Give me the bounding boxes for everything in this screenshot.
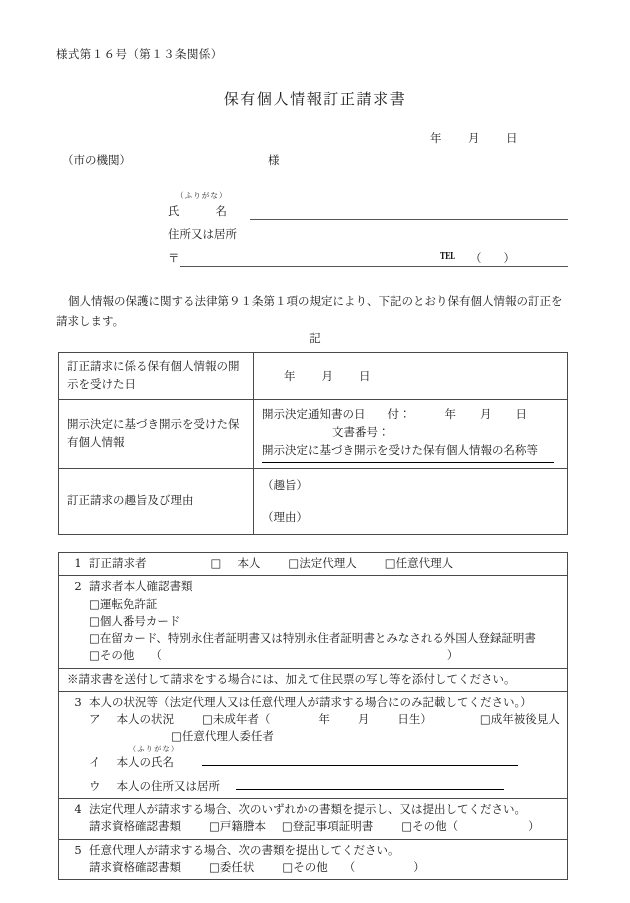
checkbox-family-register[interactable]: □ <box>209 819 220 834</box>
checkbox-residence-card[interactable]: □ <box>89 631 100 645</box>
checkbox-applicant-self[interactable]: □ <box>210 556 222 570</box>
birth-year-label: 年 <box>318 712 330 726</box>
row-label-disclosure-date: 訂正請求に係る保有個人情報の開示を受けた日 <box>59 353 254 400</box>
table-row <box>59 668 568 691</box>
notice-month-label: 月 <box>480 406 492 421</box>
document-number-line: 文書番号： <box>332 425 390 440</box>
sub-b-furigana-label: （ふりがな） <box>129 744 180 753</box>
minor-open-paren: （ <box>258 712 271 726</box>
info-name-line: 開示決定に基づき開示を受けた保有個人情報の名称等 <box>262 443 538 458</box>
notice-year-label: 年 <box>444 406 456 421</box>
item-2-note-cell <box>59 668 568 691</box>
notice-date-label: 開示決定通知書の日 <box>262 406 366 421</box>
address-label: 住所又は居所 <box>168 227 237 241</box>
item-1-title: 訂正請求者 <box>89 556 147 570</box>
sub-b-label: 本人の氏名 <box>116 754 174 769</box>
item-4-title: 法定代理人が請求する場合、次のいずれかの書類を提示し、又は提出してください。 <box>89 802 526 816</box>
item-2-option-2 <box>67 613 561 630</box>
checkbox-power-of-attorney[interactable]: □ <box>209 859 220 874</box>
recipient-organ-label: （市の機関） <box>62 153 131 167</box>
item-1-line <box>67 555 561 572</box>
option-registration-certificate: 登記事項証明書 <box>292 819 374 834</box>
table-row <box>59 691 568 798</box>
item-3-sub-b <box>67 754 561 771</box>
tel-close-paren: ） <box>503 251 537 265</box>
item-1-cell <box>59 553 568 576</box>
other-open-paren: （ <box>150 648 162 663</box>
checkbox-drivers-license[interactable]: □ <box>89 596 100 611</box>
option-item5-other: その他 <box>293 859 328 874</box>
name-label-char-1: 氏 <box>168 204 180 218</box>
sub-c-label: 本人の住所又は居所 <box>116 778 220 793</box>
item-5-doc-label: 請求資格確認書類 <box>89 859 181 874</box>
item-2-title: 請求者本人確認書類 <box>89 579 193 594</box>
checkbox-voluntary-delegator[interactable]: □ <box>171 729 182 744</box>
option-adult-ward: 成年被後見人 <box>490 712 560 726</box>
item-3-sub-a-option3 <box>67 728 561 745</box>
request-statement: 個人情報の保護に関する法律第９１条第１項の規定により、下記のとおり保有個人情報の訂正を請求します。 <box>56 294 563 329</box>
sub-a-label: 本人の状況 <box>116 712 174 726</box>
name-label-char-2: 名 <box>215 204 227 218</box>
option-residence-card: 在留カード、特別永住者証明書又は特別永住者証明書とみなされる外国人登録証明書 <box>99 631 536 645</box>
item-3-title: 本人の状況等（法定代理人又は任意代理人が請求する場合にのみ記載してください。） <box>89 694 532 709</box>
item-5-number: 5 <box>74 842 82 857</box>
item-2-cell <box>59 576 568 668</box>
notice-day-label: 日 <box>515 406 527 421</box>
purpose-label: （趣旨） <box>262 477 308 492</box>
item-4-line <box>67 801 561 818</box>
checkbox-minor[interactable]: □ <box>202 712 213 726</box>
option-drivers-license: 運転免許証 <box>99 596 158 611</box>
sub-a-marker: ア <box>89 712 101 726</box>
table-row <box>59 839 568 880</box>
name-furigana-label: （ふりがな） <box>176 191 228 200</box>
item-4-number: 4 <box>74 802 82 816</box>
table-row <box>59 353 568 400</box>
item-3-sub-c <box>67 778 561 795</box>
table-row <box>59 799 568 840</box>
option-applicant-self: 本人 <box>237 556 261 570</box>
item-4-doc-label: 請求資格確認書類 <box>89 819 181 834</box>
recipient-honorific: 様 <box>268 153 280 167</box>
row-label-purpose-reason: 訂正請求の趣旨及び理由 <box>59 468 254 534</box>
row-value-purpose-reason[interactable] <box>254 468 568 534</box>
checkbox-adult-ward[interactable]: □ <box>479 712 491 726</box>
checkbox-item4-other[interactable]: □ <box>401 819 413 834</box>
option-family-register: 戸籍謄本 <box>219 819 266 834</box>
table-row <box>59 553 568 576</box>
principal-name-rule[interactable] <box>202 754 518 766</box>
item-1-number: 1 <box>74 556 82 570</box>
item-2-option-4 <box>67 647 561 664</box>
table-row <box>59 576 568 668</box>
name-input-rule[interactable] <box>250 219 568 220</box>
supporting-documents-table <box>58 552 568 880</box>
checkbox-other-document[interactable]: □ <box>89 648 100 663</box>
ki-marker: 記 <box>309 331 321 345</box>
option-other-document: その他 <box>99 648 135 663</box>
item5-other-open-paren: （ <box>343 859 356 874</box>
item-2-number: 2 <box>74 579 82 594</box>
item4-other-open-paren: （ <box>446 819 459 834</box>
option-power-of-attorney: 委任状 <box>219 859 255 874</box>
name-label <box>168 203 227 220</box>
item-5-cell <box>59 839 568 880</box>
item-3-line <box>67 694 561 711</box>
tel-open-paren: （ <box>470 251 504 265</box>
birth-month-label: 月 <box>357 712 370 726</box>
ymd-fields <box>262 367 559 385</box>
item-5-line <box>67 842 561 859</box>
info-name-rule[interactable] <box>262 462 554 463</box>
item-4-cell <box>59 799 568 840</box>
table-row <box>59 468 568 534</box>
year-label: 年 <box>284 368 296 383</box>
date-day-label: 日 <box>506 131 518 145</box>
telephone-parens <box>470 250 537 267</box>
notice-date-suffix: 付： <box>387 406 411 421</box>
page-title: 保有個人情報訂正請求書 <box>223 90 407 108</box>
date-year-label: 年 <box>430 131 442 145</box>
notice-date-line <box>262 405 559 423</box>
checkbox-my-number-card[interactable]: □ <box>89 613 100 628</box>
option-my-number-card: 個人番号カード <box>99 613 181 628</box>
checkbox-registration-certificate[interactable]: □ <box>281 819 293 834</box>
item-5-title: 任意代理人が請求する場合、次の書類を提出してください。 <box>89 842 400 857</box>
item-3-sub-a <box>67 711 561 728</box>
reason-label: （理由） <box>262 510 308 525</box>
principal-address-rule[interactable] <box>236 778 504 790</box>
disclosure-info-table <box>58 352 568 535</box>
form-number: 様式第１６号（第１３条関係） <box>56 47 223 61</box>
checkbox-legal-representative[interactable]: □ <box>288 556 300 570</box>
table-row <box>59 399 568 468</box>
date-month-label: 月 <box>468 131 480 145</box>
birth-day-label: 日生） <box>397 712 432 726</box>
option-voluntary-delegator: 任意代理人委任者 <box>181 729 274 744</box>
item-4-options <box>67 818 561 835</box>
day-label: 日 <box>359 368 371 383</box>
option-item4-other: その他 <box>412 819 447 834</box>
month-label: 月 <box>321 368 333 383</box>
mailing-note: ※請求書を送付して請求をする場合には、加えて住民票の写し等を添付してください。 <box>67 671 516 686</box>
option-minor: 未成年者 <box>212 712 259 726</box>
postal-symbol: 〒 <box>168 251 180 265</box>
other-close-paren: ） <box>446 648 459 663</box>
date-line <box>430 130 518 147</box>
item-2-line <box>67 578 561 595</box>
item-3-cell <box>59 691 568 798</box>
checkbox-voluntary-representative[interactable]: □ <box>384 556 396 570</box>
item5-other-close-paren: ） <box>413 859 425 874</box>
row-value-disclosed-info[interactable] <box>254 399 568 468</box>
item4-other-close-paren: ） <box>528 819 540 834</box>
item-3-number: 3 <box>74 694 82 709</box>
item-2-option-1 <box>67 596 561 613</box>
item-2-option-3 <box>67 630 561 647</box>
option-legal-representative: 法定代理人 <box>299 556 357 570</box>
option-voluntary-representative: 任意代理人 <box>395 556 454 570</box>
item-5-options <box>67 859 561 876</box>
telephone-label: TEL <box>440 252 455 262</box>
row-label-disclosed-info: 開示決定に基づき開示を受けた保有個人情報 <box>59 399 254 468</box>
sub-b-marker: イ <box>89 754 101 769</box>
item-3-sub-b-furigana-wrap <box>67 746 561 753</box>
checkbox-item5-other[interactable]: □ <box>282 859 294 874</box>
row-value-disclosure-date[interactable] <box>254 353 568 400</box>
sub-c-marker: ウ <box>89 778 101 793</box>
